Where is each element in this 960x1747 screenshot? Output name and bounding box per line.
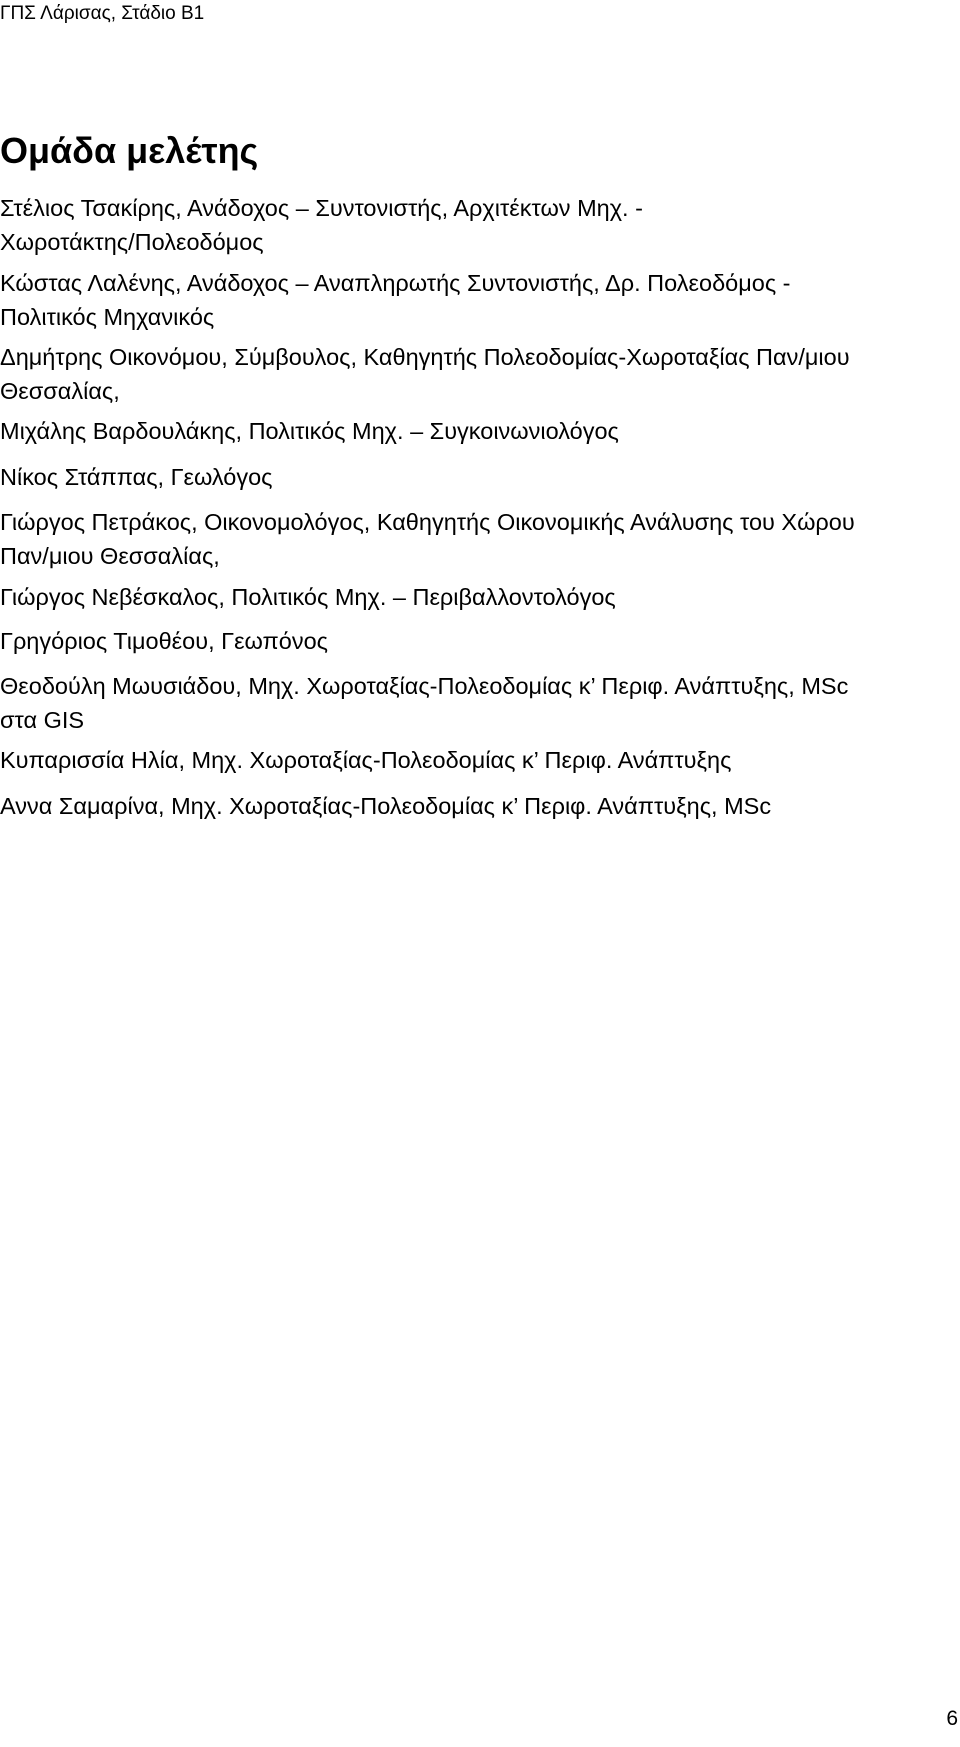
member-line: Θεοδούλη Μωυσιάδου, Μηχ. Χωροταξίας-Πολεοδομίας κ’ Περιφ. Ανάπτυξης, MSc [0,673,849,699]
member-line: Γρηγόριος Τιμοθέου, Γεωπόνος [0,628,328,654]
team-member [0,743,900,777]
team-member [0,669,900,737]
member-line: Γιώργος Νεβέσκαλος, Πολιτικός Μηχ. – Περιβαλλοντολόγος [0,584,616,610]
page-number: 6 [946,1707,958,1730]
member-line: Στέλιος Τσακίρης, Ανάδοχος – Συντονιστής, Αρχιτέκτων Μηχ. - [0,195,643,221]
member-line: Κυπαρισσία Ηλία, Μηχ. Χωροταξίας-Πολεοδομίας κ’ Περιφ. Ανάπτυξης [0,747,732,773]
team-member [0,789,900,823]
member-line: Πολιτικός Μηχανικός [0,304,215,330]
member-line: Αννα Σαμαρίνα, Μηχ. Χωροταξίας-Πολεοδομίας κ’ Περιφ. Ανάπτυξης, MSc [0,793,772,819]
team-member [0,505,900,573]
team-member [0,266,900,334]
member-line: Κώστας Λαλένης, Ανάδοχος – Αναπληρωτής Συντονιστής, Δρ. Πολεοδόμος - [0,270,791,296]
running-header: ΓΠΣ Λάρισας, Στάδιο Β1 [0,3,205,24]
team-member [0,191,900,259]
member-line: Νίκος Στάππας, Γεωλόγος [0,464,273,490]
team-member [0,460,900,494]
member-line: στα GIS [0,707,85,733]
team-member [0,580,900,614]
member-line: Γιώργος Πετράκος, Οικονομολόγος, Καθηγητής Οικονομικής Ανάλυσης του Χώρου [0,509,855,535]
team-member [0,340,900,408]
member-line: Δημήτρης Οικονόμου, Σύμβουλος, Καθηγητής Πολεοδομίας-Χωροταξίας Παν/μιου [0,344,850,370]
section-title: Ομάδα μελέτης [0,130,259,171]
team-member [0,414,900,448]
team-member [0,624,900,658]
member-line: Μιχάλης Βαρδουλάκης, Πολιτικός Μηχ. – Συγκοινωνιολόγος [0,418,619,444]
member-line: Θεσσαλίας, [0,378,120,404]
member-line: Παν/μιου Θεσσαλίας, [0,543,220,569]
member-line: Χωροτάκτης/Πολεοδόμος [0,229,264,255]
